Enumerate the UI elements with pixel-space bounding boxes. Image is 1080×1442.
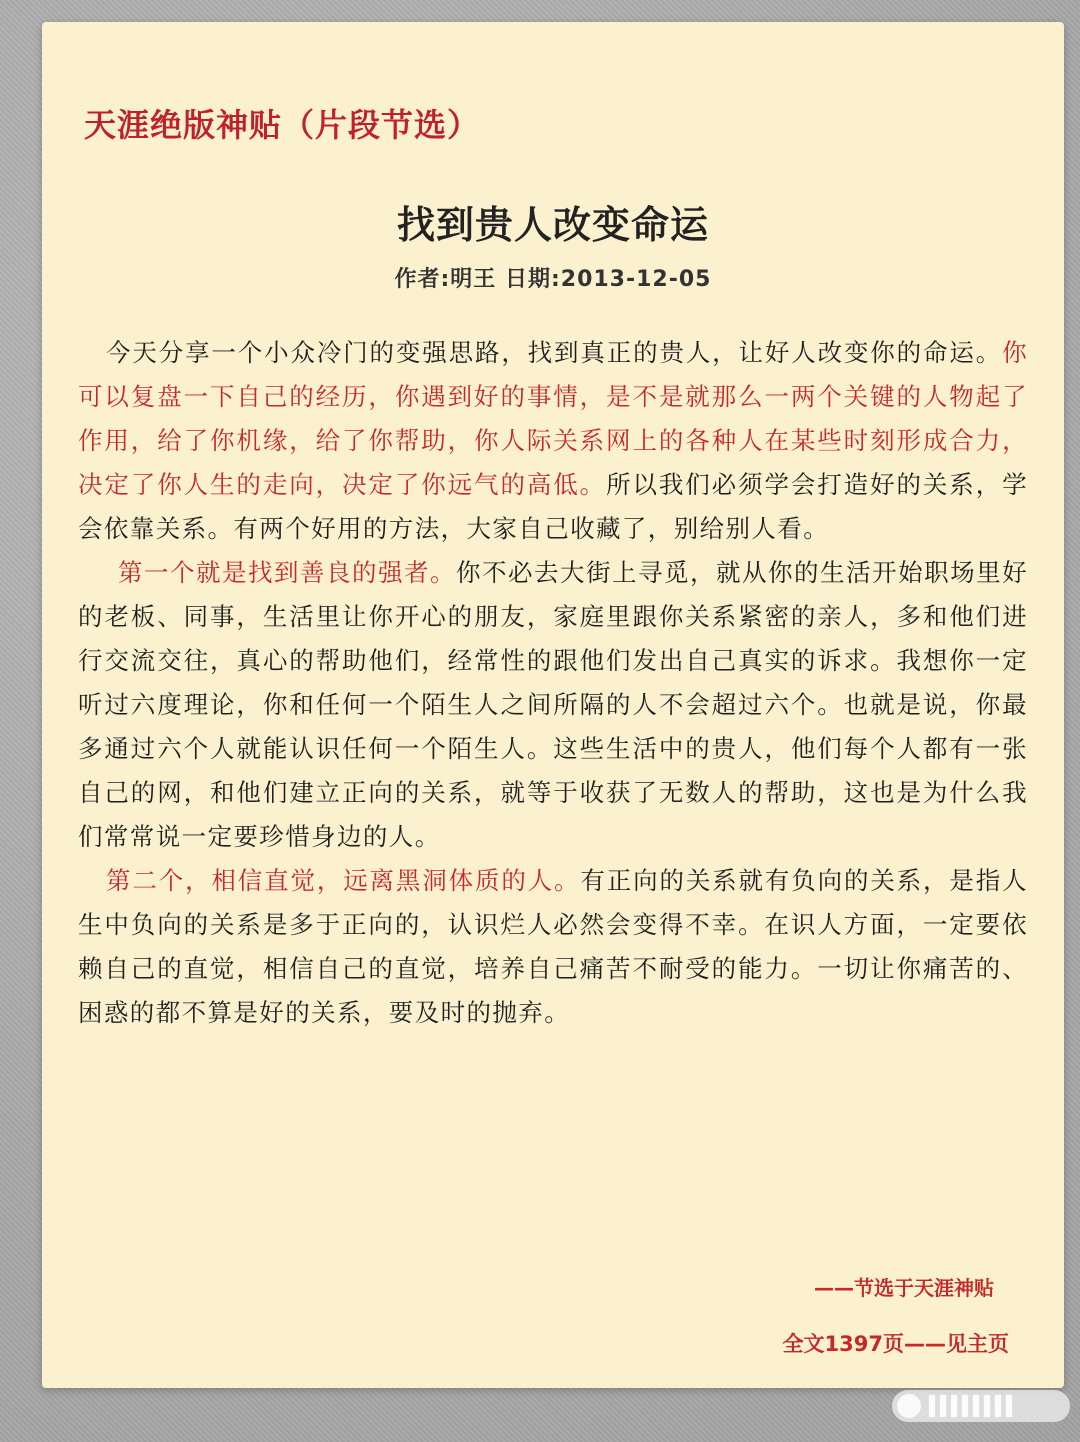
paragraph-2-heading: 第一个就是找到善良的强者。: [118, 558, 457, 587]
watermark-bars-icon: [928, 1394, 1013, 1418]
watermark-overlay: [892, 1390, 1070, 1422]
paragraph-3: [78, 859, 1028, 1035]
paragraph-1: [78, 331, 1028, 551]
article-body: [78, 331, 1028, 1035]
article-meta: 作者:明王 日期:2013-12-05: [394, 267, 712, 292]
series-title: 天涯绝版神贴（片段节选）: [84, 106, 481, 144]
paragraph-3-text: 有正向的关系就有负向的关系，是指人生中负向的关系是多于正向的，认识烂人必然会变得不幸。在识人方面，一定要依赖自己的直觉，相信自己的直觉，培养自己痛苦不耐受的能力。一切让你痛苦的、困惑的都不算是好的关系，要及时的抛弃。: [78, 866, 1028, 1027]
paragraph-1-conclusion: 所以我们必须学会打造好的关系，学会依靠关系。有两个好用的方法，大家自己收藏了，别给别人看。: [78, 470, 1029, 543]
paragraph-1-highlight: 你可以复盘一下自己的经历，你遇到好的事情，是不是就那么一两个关键的人物起了作用，给了你机缘，给了你帮助，你人际关系网上的各种人在某些时刻形成合力，决定了你人生的走向，决定了你远气的高低。: [78, 338, 1028, 499]
paragraph-2: [78, 551, 1028, 859]
total-pages-note: 全文1397页——见主页: [782, 1332, 1009, 1356]
paragraph-2-text: 你不必去大街上寻觅，就从你的生活开始职场里好的老板、同事，生活里让你开心的朋友，家庭里跟你关系紧密的亲人，多和他们进行交流交往，真心的帮助他们，经常性的跟他们发出自己真实的诉求。我想你一定听过六度理论，你和任何一个陌生人之间所隔的人不会超过六个。也就是说，你最多通过六个人就能认识任何一个陌生人。这些生活中的贵人，他们每个人都有一张自己的网，和他们建立正向的关系，就等于收获了无数人的帮助，这也是为什么我们常常说一定要珍惜身边的人。: [78, 558, 1028, 851]
article-title: 找到贵人改变命运: [396, 203, 709, 247]
paragraph-1-intro: 今天分享一个小众冷门的变强思路，找到真正的贵人，让好人改变你的命运。: [106, 338, 1003, 367]
watermark-dot-icon: [896, 1393, 922, 1419]
paragraph-3-heading: 第二个，相信直觉，远离黑洞体质的人。: [106, 866, 581, 895]
source-note: ——节选于天涯神贴: [814, 1276, 994, 1300]
paper-sheet: [42, 22, 1064, 1388]
